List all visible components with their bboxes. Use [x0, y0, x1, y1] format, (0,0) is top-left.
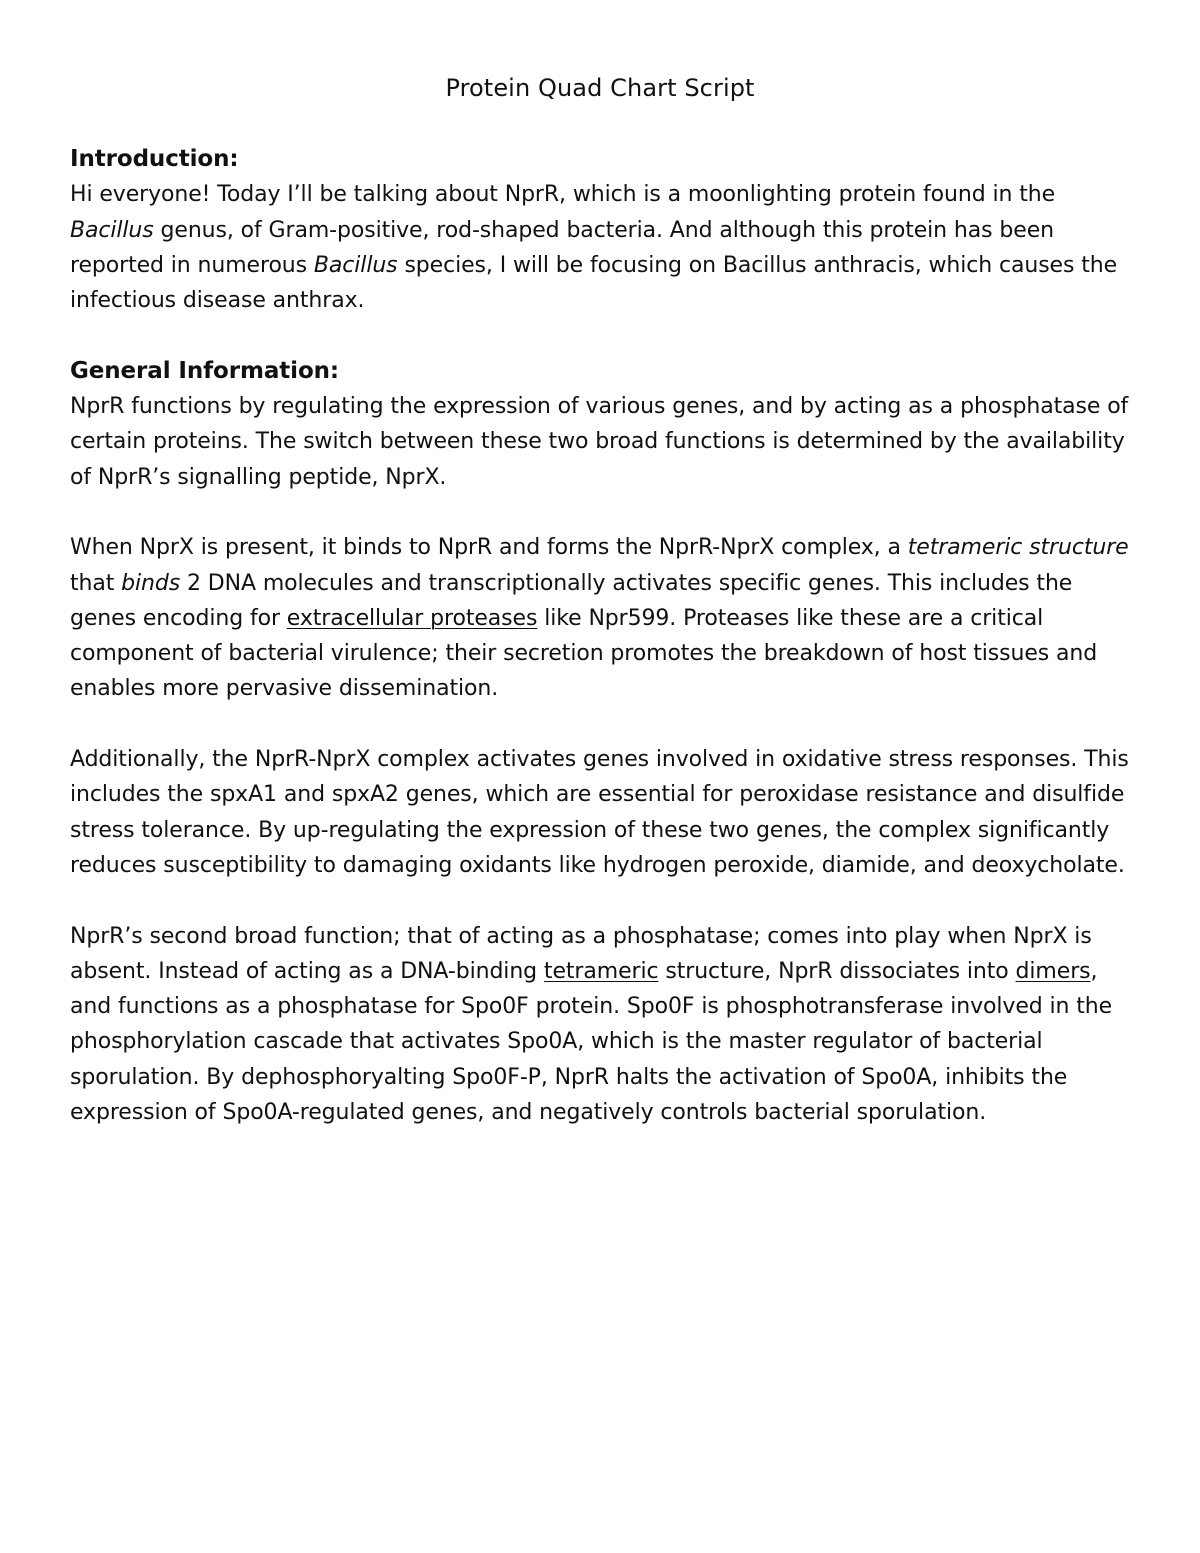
- intro-text-3: species, I will be focusing on Bacillus anthracis, which causes the infectious disease anthrax.: [70, 252, 1118, 314]
- document-title: Protein Quad Chart Script: [445, 74, 755, 102]
- general-paragraph-3: Additionally, the NprR-NprX complex activates genes involved in oxidative stress responses. This includes the spxA1 and spxA2 genes, which are essential for peroxidase resistance and disulfide stress tolerance. By up-regulating the expression of these two genes, the complex significantly reduces susceptibility to damaging oxidants like hydrogen peroxide, diamide, and deoxycholate.: [70, 747, 1129, 878]
- p2-text-2: that: [70, 570, 122, 596]
- general-paragraph-2: [70, 530, 1138, 706]
- p4-text-2: structure, NprR dissociates into: [658, 958, 1016, 984]
- paragraph-gap: [70, 495, 1138, 530]
- p2-text-3: 2 DNA molecules and transcriptionally activates specific genes. This includes the genes encoding for: [70, 570, 1073, 631]
- p4-tetrameric-underlined: tetrameric: [543, 958, 659, 984]
- p2-text-4: like Npr599. Proteases like these are a critical component of bacterial virulence; their secretion promotes the breakdown of host tissues and enables more pervasive dissemination.: [70, 605, 1098, 702]
- p2-text-1: When NprX is present, it binds to NprR and forms the NprR-NprX complex, a: [70, 535, 908, 561]
- intro-genus-italic-2: Bacillus: [313, 252, 398, 278]
- paragraph-gap: [70, 707, 1138, 742]
- general-paragraph-1: NprR functions by regulating the expression of various genes, and by acting as a phosphatase of certain proteins. The switch between these two broad functions is determined by the availability of NprR’s signalling peptide, NprX.: [70, 394, 1129, 490]
- general-paragraph-4: [70, 919, 1138, 1131]
- p2-binds-italic: binds: [121, 570, 181, 596]
- intro-text-2: genus, of Gram-positive, rod-shaped bacteria. And although this protein has been reported in numerous: [70, 217, 1054, 278]
- paragraph-gap: [70, 318, 1138, 353]
- intro-genus-italic-1: Bacillus: [70, 217, 154, 243]
- intro-text-1: Hi everyone! Today I’ll be talking about NprR, which is a moonlighting protein found in the: [70, 182, 1056, 208]
- p4-text-1: NprR’s second broad function; that of acting as a phosphatase; comes into play when NprX is absent. Instead of acting as a DNA-binding: [70, 923, 1092, 984]
- introduction-paragraph: [70, 177, 1138, 318]
- p2-extracellular-proteases-underlined: extracellular proteases: [286, 605, 538, 631]
- p4-dimers-underlined: dimers: [1015, 958, 1091, 984]
- paragraph-gap: [70, 883, 1138, 918]
- p2-tetrameric-structure-italic: tetrameric structure: [907, 535, 1129, 561]
- introduction-heading: Introduction:: [70, 146, 239, 172]
- general-information-heading: General Information:: [70, 357, 340, 384]
- document-body: [70, 142, 1138, 1130]
- p4-text-3: , and functions as a phosphatase for Spo0F protein. Spo0F is phosphotransferase involved in the phosphorylation cascade that activates Spo0A, which is the master regulator of bacterial sporulation. By dephosphoryalting Spo0F-P, NprR halts the activation of Spo0A, inhibits the expression of Spo0A-regulated genes, and negatively controls bacterial sporulation.: [70, 958, 1113, 1126]
